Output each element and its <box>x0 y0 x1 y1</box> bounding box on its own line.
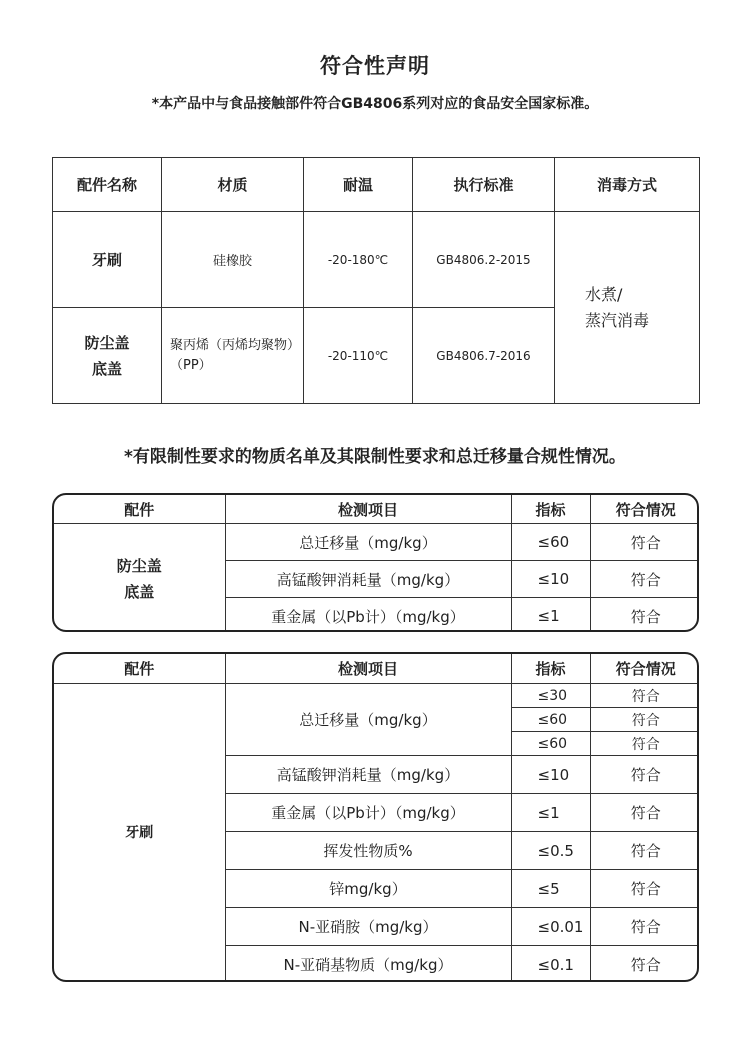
test-item-cell: 挥发性物质% <box>225 832 511 870</box>
limit-cell: ≤5 <box>511 870 590 908</box>
result-cell: 符合 <box>590 708 699 732</box>
result-cell: 符合 <box>590 561 699 598</box>
result-cell: 符合 <box>590 794 699 832</box>
limit-cell: ≤0.1 <box>511 946 590 983</box>
header-part-name: 配件名称 <box>53 158 162 212</box>
material-cell: 硅橡胶 <box>162 212 304 308</box>
table-row <box>54 684 699 708</box>
header-part: 配件 <box>54 654 225 684</box>
result-cell: 符合 <box>590 524 699 561</box>
limit-cell: ≤60 <box>511 524 590 561</box>
result-cell: 符合 <box>590 946 699 983</box>
standard-cell: GB4806.2-2015 <box>413 212 555 308</box>
test-item-cell: 高锰酸钾消耗量（mg/kg） <box>225 756 511 794</box>
compliance-subtitle: *本产品中与食品接触部件符合GB4806系列对应的食品安全国家标准。 <box>151 96 599 112</box>
limit-cell: ≤30 <box>511 684 590 708</box>
header-material: 材质 <box>162 158 304 212</box>
header-disinfection: 消毒方式 <box>555 158 700 212</box>
part-name-line: 底盖 <box>91 359 122 378</box>
limit-cell: ≤1 <box>511 598 590 633</box>
limit-cell: ≤0.01 <box>511 908 590 946</box>
limit-cell: ≤10 <box>511 561 590 598</box>
result-cell: 符合 <box>590 732 699 756</box>
test-item-cell: 重金属（以Pb计）（mg/kg） <box>225 598 511 633</box>
limit-cell: ≤60 <box>511 732 590 756</box>
part-name-line: 牙刷 <box>91 250 122 269</box>
result-cell: 符合 <box>590 684 699 708</box>
temperature-cell: -20-180℃ <box>304 212 413 308</box>
header-part: 配件 <box>54 495 225 524</box>
material-cell: 聚丙烯（丙烯均聚物）（PP） <box>162 308 304 404</box>
limit-cell: ≤60 <box>511 708 590 732</box>
part-name-cell <box>53 212 162 308</box>
part-name-line: 底盖 <box>124 582 155 601</box>
table-row <box>54 524 699 561</box>
part-name-cell: 牙刷 <box>54 684 225 983</box>
disinfection-line: 蒸汽消毒 <box>585 310 650 330</box>
header-test-item: 检测项目 <box>225 654 511 684</box>
header-standard: 执行标准 <box>413 158 555 212</box>
restricted-substances-note: *有限制性要求的物质名单及其限制性要求和总迁移量合规性情况。 <box>124 447 626 467</box>
test-item-cell: 重金属（以Pb计）（mg/kg） <box>225 794 511 832</box>
limit-cell: ≤10 <box>511 756 590 794</box>
test-item-cell: 总迁移量（mg/kg） <box>225 524 511 561</box>
part-name-cell <box>53 308 162 404</box>
table-header-row <box>53 158 700 212</box>
table-header-row <box>54 495 699 524</box>
test-item-cell: N-亚硝胺（mg/kg） <box>225 908 511 946</box>
header-temperature: 耐温 <box>304 158 413 212</box>
disinfection-cell <box>555 212 700 404</box>
result-cell: 符合 <box>590 756 699 794</box>
header-limit: 指标 <box>511 495 590 524</box>
header-limit: 指标 <box>511 654 590 684</box>
header-compliance: 符合情况 <box>590 654 699 684</box>
table-header-row <box>54 654 699 684</box>
test-item-cell: 锌mg/kg） <box>225 870 511 908</box>
disinfection-line: 水煮/ <box>585 284 623 304</box>
toothbrush-test-table <box>52 652 699 982</box>
part-name-line: 防尘盖 <box>116 556 162 575</box>
temperature-cell: -20-110℃ <box>304 308 413 404</box>
test-item-cell: 高锰酸钾消耗量（mg/kg） <box>225 561 511 598</box>
test-item-cell: 总迁移量（mg/kg） <box>225 684 511 756</box>
result-cell: 符合 <box>590 832 699 870</box>
part-name-cell <box>54 524 225 633</box>
limit-cell: ≤0.5 <box>511 832 590 870</box>
material-info-table <box>52 157 700 404</box>
page-title: 符合性声明 <box>320 54 430 78</box>
header-compliance: 符合情况 <box>590 495 699 524</box>
result-cell: 符合 <box>590 598 699 633</box>
table-row <box>53 212 700 308</box>
header-test-item: 检测项目 <box>225 495 511 524</box>
standard-cell: GB4806.7-2016 <box>413 308 555 404</box>
limit-cell: ≤1 <box>511 794 590 832</box>
part-name-line: 防尘盖 <box>84 333 130 352</box>
result-cell: 符合 <box>590 908 699 946</box>
test-item-cell: N-亚硝基物质（mg/kg） <box>225 946 511 983</box>
cap-test-table <box>52 493 699 632</box>
result-cell: 符合 <box>590 870 699 908</box>
